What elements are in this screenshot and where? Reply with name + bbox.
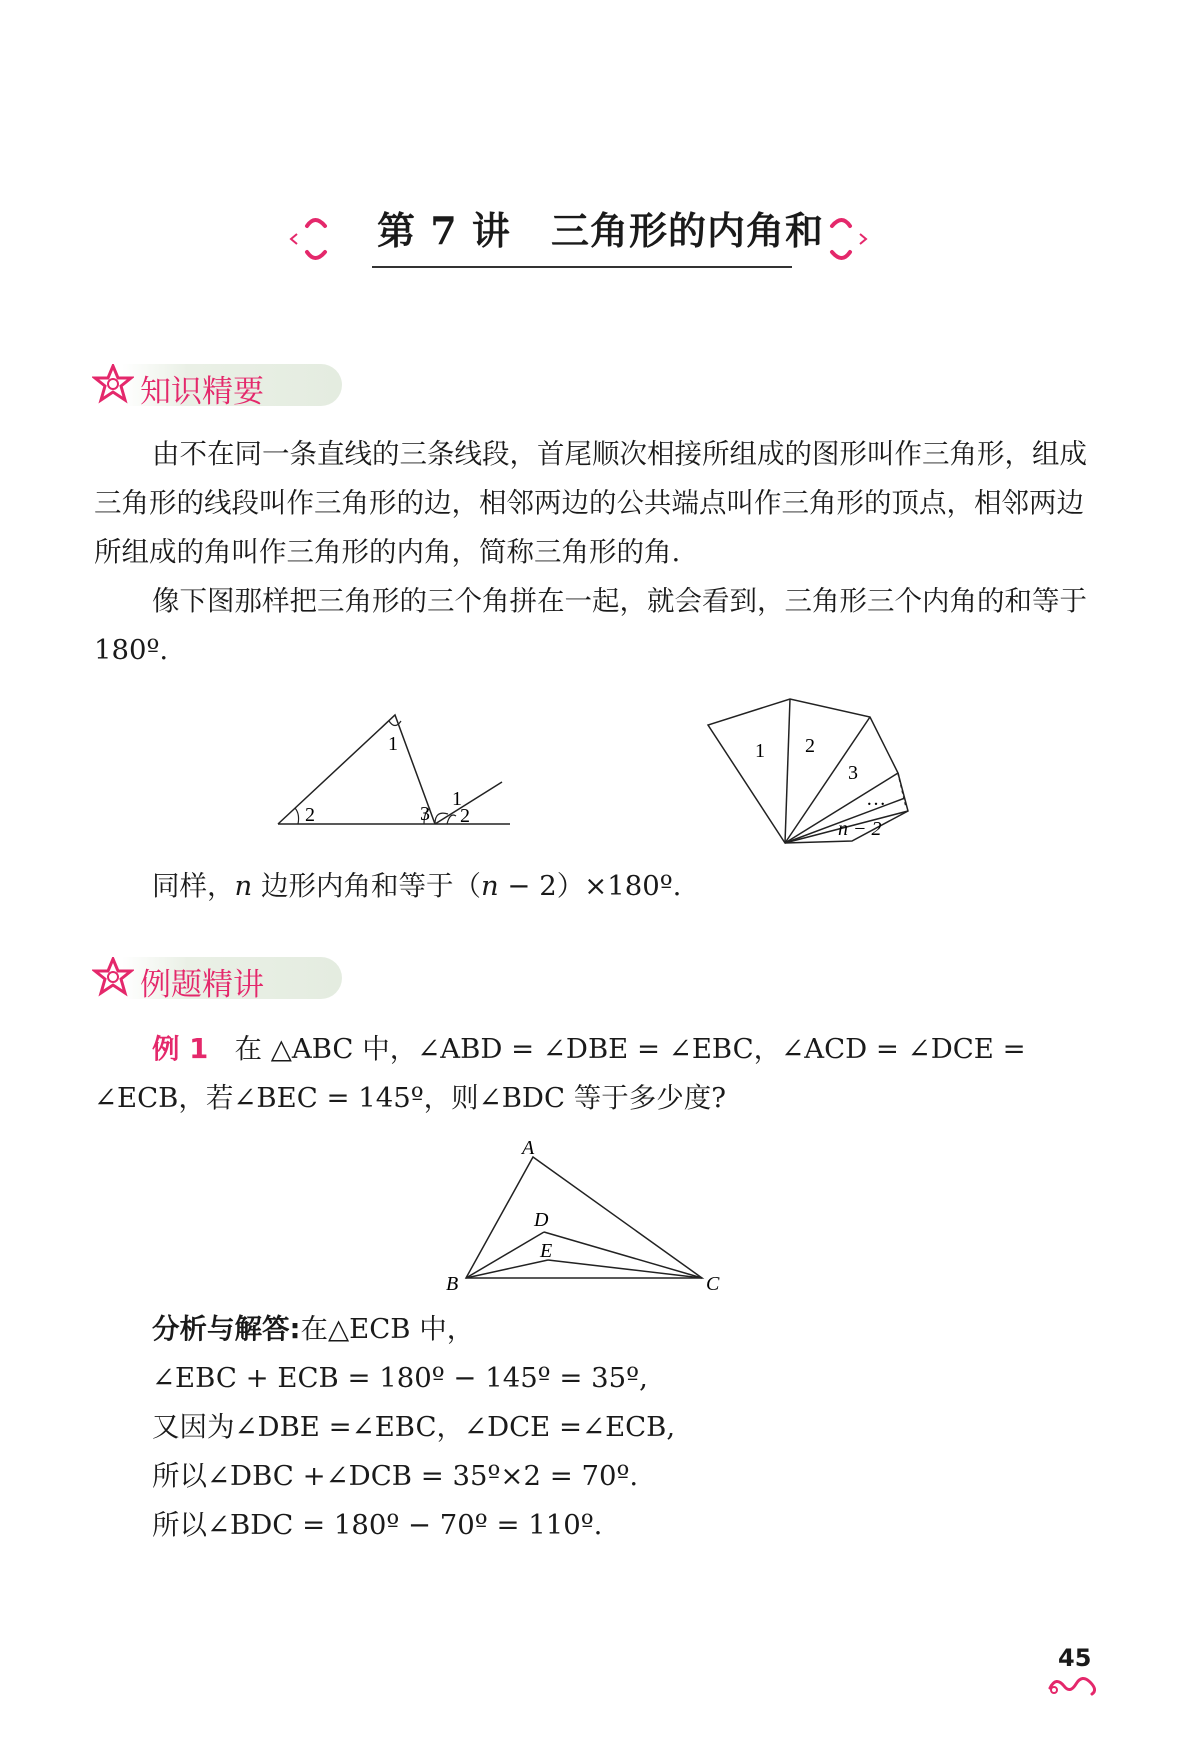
title-underline (372, 266, 792, 268)
problem-line-1: 在 △ABC 中，∠ABD = ∠DBE = ∠EBC，∠ACD = ∠DCE = (234, 1033, 1026, 1065)
solution-step: ∠EBC + ECB = 180º − 145º = 35º, (152, 1362, 648, 1394)
fig1-label-angle1-top: 1 (388, 733, 398, 755)
label-B: B (446, 1273, 459, 1290)
star-badge-icon (92, 364, 134, 406)
example-label: 例 1 (152, 1033, 209, 1065)
fig1-label-angle2-moved: 2 (460, 805, 470, 827)
triangle-angle-figure (270, 700, 520, 830)
solution-step: 又因为∠DBE =∠EBC，∠DCE =∠ECB, (152, 1411, 676, 1443)
fig1-label-angle1-moved: 1 (452, 788, 462, 810)
solution-step: 所以∠BDC = 180º − 70º = 110º. (152, 1509, 603, 1541)
example1-problem (94, 1025, 1094, 1123)
solution-intro: 在△ECB 中， (300, 1313, 475, 1345)
solution-step: 所以∠DBC +∠DCB = 35º×2 = 70º. (152, 1460, 639, 1492)
definition-paragraph: 由不在同一条直线的三条线段，首尾顺次相接所组成的图形叫作三角形，组成三角形的线段叫作三角形的边，相邻两边的公共端点叫作三角形的顶点，相邻两边所组成的角叫作三角形的内角，简称三角形的角. (94, 438, 1087, 568)
section-heading-label: 例题精讲 (140, 967, 264, 1003)
polygon-sum-sentence: 同样，n 边形内角和等于（n − 2）×180º. (152, 870, 682, 902)
page-ornament-icon (1046, 1672, 1102, 1698)
solution-heading: 分析与解答: (152, 1313, 301, 1345)
knowledge-text (94, 430, 1094, 675)
example1-solution (94, 1305, 1094, 1550)
label-D: D (534, 1209, 549, 1231)
angle-sum-paragraph: 像下图那样把三角形的三个角拼在一起，就会看到，三角形三个内角的和等于 180º. (94, 585, 1087, 666)
title-ornament-right-icon (812, 212, 872, 268)
example1-triangle-figure (440, 1140, 730, 1290)
fig2-label-3: 3 (848, 762, 858, 784)
fig2-label-ellipsis: … (866, 788, 886, 810)
page-number: 45 (1058, 1644, 1092, 1672)
page-title: 第 7 讲 三角形的内角和 (377, 208, 824, 253)
polygon-fan-figure (700, 695, 940, 855)
label-E: E (540, 1240, 553, 1262)
fig2-label-2: 2 (805, 735, 815, 757)
problem-line-2: ∠ECB，若∠BEC = 145º，则∠BDC 等于多少度? (94, 1082, 727, 1114)
label-A: A (522, 1140, 535, 1159)
star-badge-icon (92, 957, 134, 999)
fig1-label-angle3: 3 (420, 803, 430, 825)
section-heading-examples (92, 955, 392, 1001)
fig2-label-n-minus-2: n − 2 (838, 818, 882, 840)
fig1-label-angle2-left: 2 (305, 804, 315, 826)
section-heading-knowledge (92, 362, 392, 408)
fig2-label-1: 1 (755, 740, 765, 762)
section-heading-label: 知识精要 (140, 374, 264, 410)
label-C: C (706, 1273, 720, 1290)
